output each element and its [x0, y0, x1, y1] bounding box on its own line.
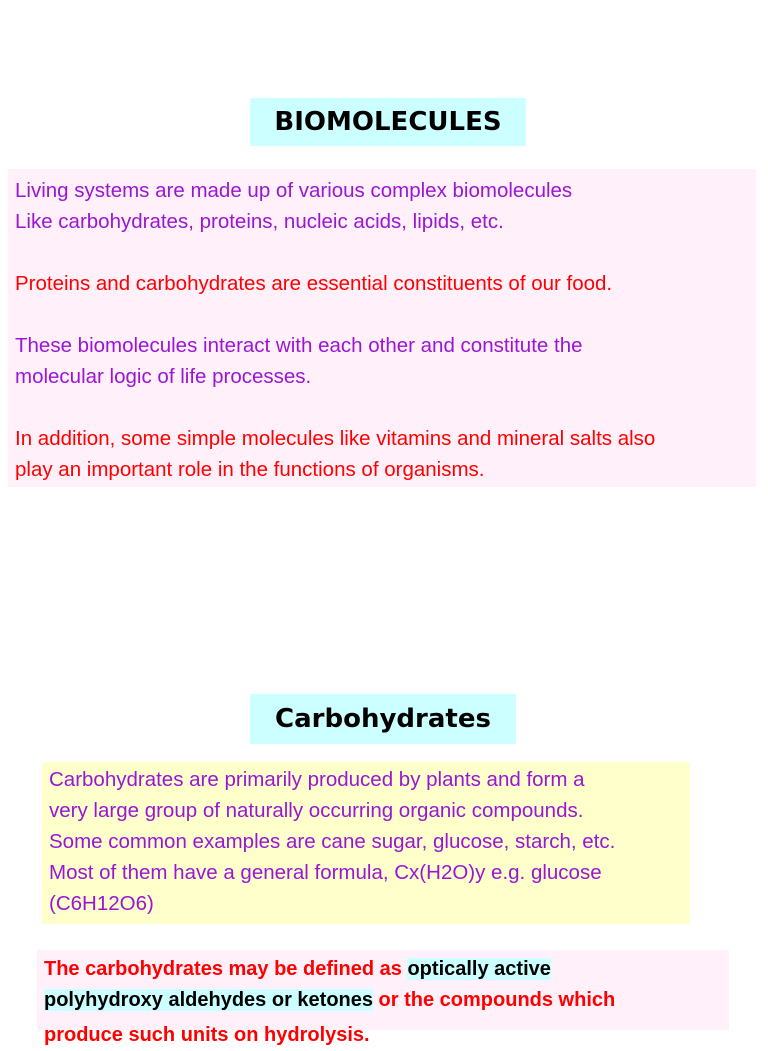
definition-text-red: The carbohydrates may be defined as	[44, 958, 408, 980]
carb-line-1: Carbohydrates are primarily produced by plants and form a	[49, 768, 585, 791]
definition-line-1	[44, 954, 722, 985]
slide-title-biomolecules: BIOMOLECULES	[250, 98, 526, 146]
definition-box	[37, 950, 729, 1046]
intro-line-7: play an important role in the functions of organisms.	[15, 458, 485, 481]
intro-line-4: These biomolecules interact with each other and constitute the	[15, 334, 583, 357]
carb-line-5: (C6H12O6)	[49, 892, 154, 915]
carbohydrates-intro-box	[42, 762, 690, 924]
intro-line-3: Proteins and carbohydrates are essential constituents of our food.	[15, 272, 613, 295]
carb-line-4: Most of them have a general formula, Cx(H2O)y e.g. glucose	[49, 861, 602, 884]
carb-line-2: very large group of naturally occurring organic compounds.	[49, 799, 584, 822]
carb-line-3: Some common examples are cane sugar, glucose, starch, etc.	[49, 830, 616, 853]
intro-line-6: In addition, some simple molecules like vitamins and mineral salts also	[15, 427, 656, 450]
definition-line-2	[44, 985, 722, 1016]
definition-line-3-cutoff: produce such units on hydrolysis.	[44, 1024, 370, 1046]
intro-text-box	[8, 169, 756, 487]
definition-highlight-polyhydroxy: polyhydroxy aldehydes or ketones	[44, 989, 373, 1011]
definition-highlight-optically-active: optically active	[407, 958, 551, 980]
intro-line-1: Living systems are made up of various complex biomolecules	[15, 179, 573, 202]
intro-line-5: molecular logic of life processes.	[15, 365, 312, 388]
slide-title-carbohydrates: Carbohydrates	[250, 694, 516, 744]
intro-line-2: Like carbohydrates, proteins, nucleic acids, lipids, etc.	[15, 210, 504, 233]
definition-text-red-2: or the compounds which	[373, 989, 616, 1011]
